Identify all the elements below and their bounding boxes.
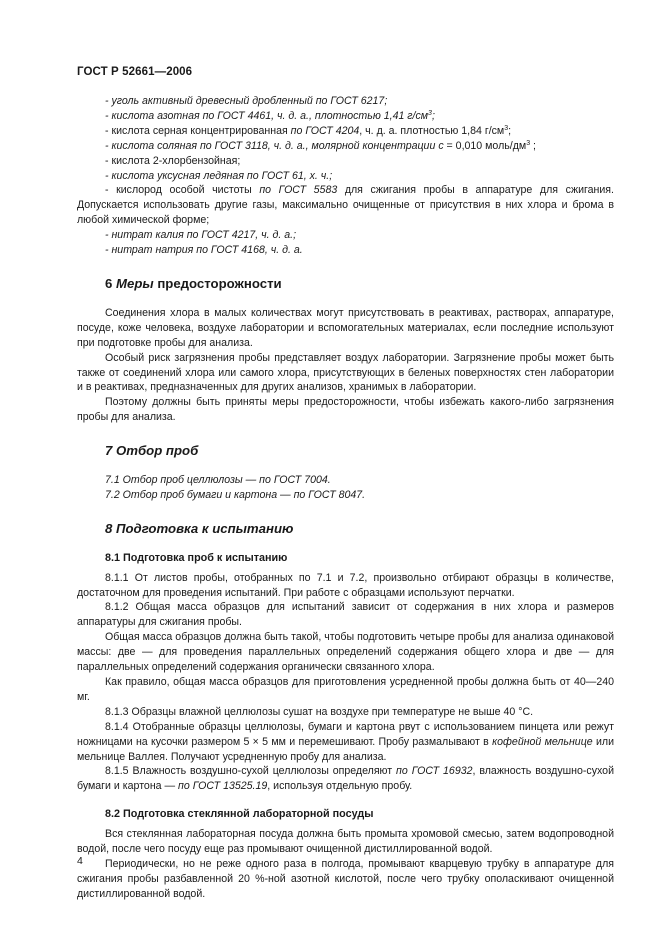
list-item: 7.1 Отбор проб целлюлозы — по ГОСТ 7004. <box>105 474 331 487</box>
reagent-item: - кислота 2-хлорбензойная; <box>105 154 241 167</box>
section-8-heading: 8 Подготовка к испытанию <box>105 520 294 536</box>
reagent-item: - кислота азотная по ГОСТ 4461, ч. д. а., плотностью 1,41 $г/см^3$; <box>105 109 435 122</box>
paragraph: Периодически, но не реже одного раза в полгода, промывают кварцевую трубку в аппаратуре для сжигания пробы разбавленной 20 %-ной азотной кислотой, после чего трубку ополаскивают очищенной дистиллированной водой. <box>77 857 614 900</box>
reagent-item: - кислород особой чистоты по ГОСТ 5583 для сжигания пробы в аппаратуре для сжигания. Допускается использовать другие газы, максимально очищенные от присутствия в них хлора и брома в любой химической форме; <box>77 184 614 227</box>
paragraph: 8.1.2 Общая масса образцов для испытаний зависит от содержания в них хлора и размеров аппаратуры для сжигания пробы. <box>77 601 614 629</box>
reagent-item: - нитрат калия по ГОСТ 4217, ч. д. а.; <box>105 229 297 242</box>
paragraph: Как правило, общая масса образцов для приготовления усредненной пробы должна быть от 40—240 мг. <box>77 676 614 703</box>
paragraph: Поэтому должны быть приняты меры предосторожности, чтобы избежать какого-либо загрязнения пробы для анализа. <box>77 396 614 424</box>
paragraph: Общая масса образцов должна быть такой, чтобы подготовить четыре пробы для анализа одинаковой массы: две — для проведения параллельных определений содержания общего хлора и две — для параллельных определений содержания органически связанного хлора. <box>77 631 614 674</box>
paragraph: 8.1.4 Отобранные образцы целлюлозы, бумаги и картона рвут с использованием пинцета или режут ножницами на кусочки размером 5 × 5 мм и перемешивают. Пробу размалывают в кофейной мельнице или мельнице Валлея. Получают усредненную пробу для анализа. <box>77 720 614 763</box>
reagent-item: - кислота уксусная ледяная по ГОСТ 61, х. ч.; <box>105 169 333 182</box>
paragraph: Вся стеклянная лабораторная посуда должна быть промыта хромовой смесью, затем водопроводной водой, после чего посуду еще раз промывают очищенной дистиллированной водой. <box>77 828 614 856</box>
list-item: 7.2 Отбор проб бумаги и картона — по ГОСТ 8047. <box>105 488 366 501</box>
reagent-item: - уголь активный древесный дробленный по ГОСТ 6217; <box>105 95 388 107</box>
page-number: 4 <box>77 855 83 867</box>
paragraph: 8.1.3 Образцы влажной целлюлозы сушат на воздухе при температуре не выше 40 °С. <box>105 705 534 718</box>
document-header: ГОСТ Р 52661—2006 <box>77 66 193 78</box>
paragraph: 8.1.1 От листов пробы, отобранных по 7.1 и 7.2, произвольно отбирают образцы в количестве, достаточном для проведения испытаний. При работе с образцами используют перчатки. <box>77 571 614 599</box>
paragraph: Особый риск загрязнения пробы представляет воздух лаборатории. Загрязнение пробы может быть также от соединений хлора или самого хлора, присутствующих в беленых поверхностях стен лаборатории и в реактивах, предназначенных для других анализов, хранимых в лаборатории. <box>77 351 614 394</box>
subsection-8-2-heading: 8.2 Подготовка стеклянной лабораторной посуды <box>105 808 374 821</box>
section-7-heading: 7 Отбор проб <box>105 443 199 459</box>
subsection-8-1-heading: 8.1 Подготовка проб к испытанию <box>105 551 288 564</box>
paragraph: 8.1.5 Влажность воздушно-сухой целлюлозы определяют по ГОСТ 16932, влажность воздушно-сухой бумаги и картона — по ГОСТ 13525.19, используя отдельную пробу. <box>77 765 614 793</box>
reagent-item: - кислота серная концентрированная по ГОСТ 4204, ч. д. а. плотностью 1,84 $г/см^3$; <box>105 124 512 137</box>
document-body <box>77 94 614 902</box>
section-6-heading: 6 Меры предосторожности <box>105 275 282 291</box>
reagent-item: - нитрат натрия по ГОСТ 4168, ч. д. а. <box>105 244 303 257</box>
paragraph: Соединения хлора в малых количествах могут присутствовать в реактивах, растворах, аппаратуре, посуде, коже человека, воздухе лаборатории и вспомогательных материалах, если последние используют при подготовке пробы для анализа. <box>77 306 614 349</box>
reagent-item: - кислота соляная по ГОСТ 3118, ч. д. а., молярной концентрации c = 0,010 моль/$дм^3$ ; <box>105 139 536 152</box>
